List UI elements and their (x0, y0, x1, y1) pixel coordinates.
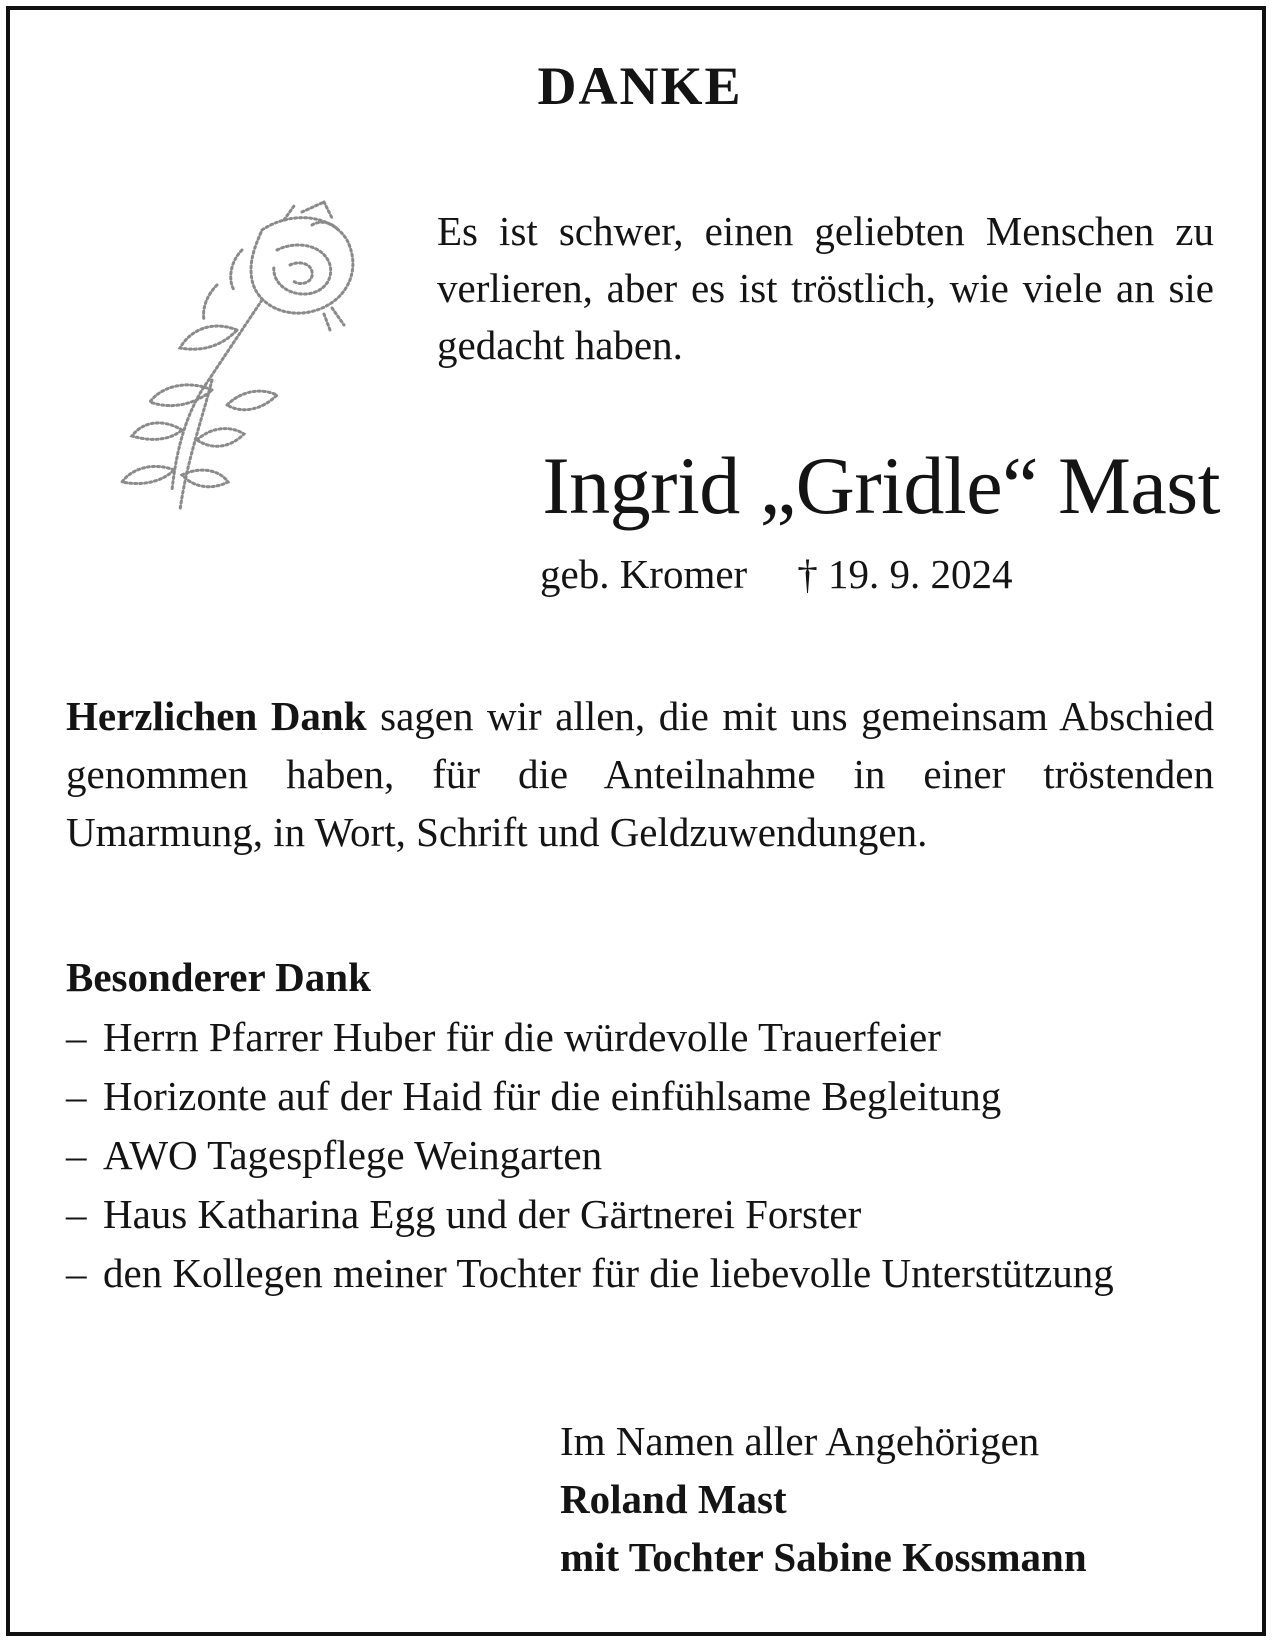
list-item (66, 1008, 1214, 1067)
dash-marker: – (66, 1132, 87, 1178)
special-thanks-title: Besonderer Dank (66, 954, 371, 1000)
list-item-text: den Kollegen meiner Tochter für die liebevolle Unterstützung (103, 1250, 1114, 1296)
dash-marker: – (66, 1191, 87, 1237)
dash-marker: – (66, 1250, 87, 1296)
signer-name: Roland Mast (560, 1476, 787, 1522)
rose-icon (62, 190, 382, 530)
list-item-text: Herrn Pfarrer Huber für die würdevolle Trauerfeier (103, 1014, 941, 1060)
list-item (66, 1067, 1214, 1126)
life-data (540, 546, 1140, 602)
list-item-text: Horizonte auf der Haid für die einfühlsame Begleitung (103, 1073, 1002, 1119)
heading: DANKE (537, 56, 743, 116)
list-item (66, 1126, 1214, 1185)
thanks-text: sagen wir allen, die mit uns gemeinsam Abschied genommen haben, für die Anteilnahme in einer tröstenden Umarmung, in Wort, Schrift und Geldzuwendungen. (66, 693, 1214, 855)
birth-name: geb. Kromer (540, 551, 748, 597)
closing-line: Im Namen aller Angehörigen (560, 1418, 1040, 1464)
thanks-paragraph (66, 687, 1214, 861)
list-item (66, 1244, 1214, 1303)
list-item (66, 1185, 1214, 1244)
intro-text: Es ist schwer, einen geliebten Menschen zu verlieren, aber es ist tröstlich, wie viele an sie gedacht haben. (437, 208, 1214, 368)
dash-marker: – (66, 1014, 87, 1060)
list-item-text: Haus Katharina Egg und der Gärtnerei Forster (103, 1191, 862, 1237)
signer-name-2: mit Tochter Sabine Kossmann (560, 1534, 1087, 1580)
closing-block (560, 1412, 1220, 1586)
death-date: † 19. 9. 2024 (797, 551, 1013, 597)
list-item-text: AWO Tagespflege Weingarten (103, 1132, 603, 1178)
deceased-name: Ingrid „Gridle“ Mast (542, 440, 1220, 531)
special-thanks-list (66, 1008, 1214, 1303)
dash-marker: – (66, 1073, 87, 1119)
thanks-lead: Herzlichen Dank (66, 693, 367, 739)
